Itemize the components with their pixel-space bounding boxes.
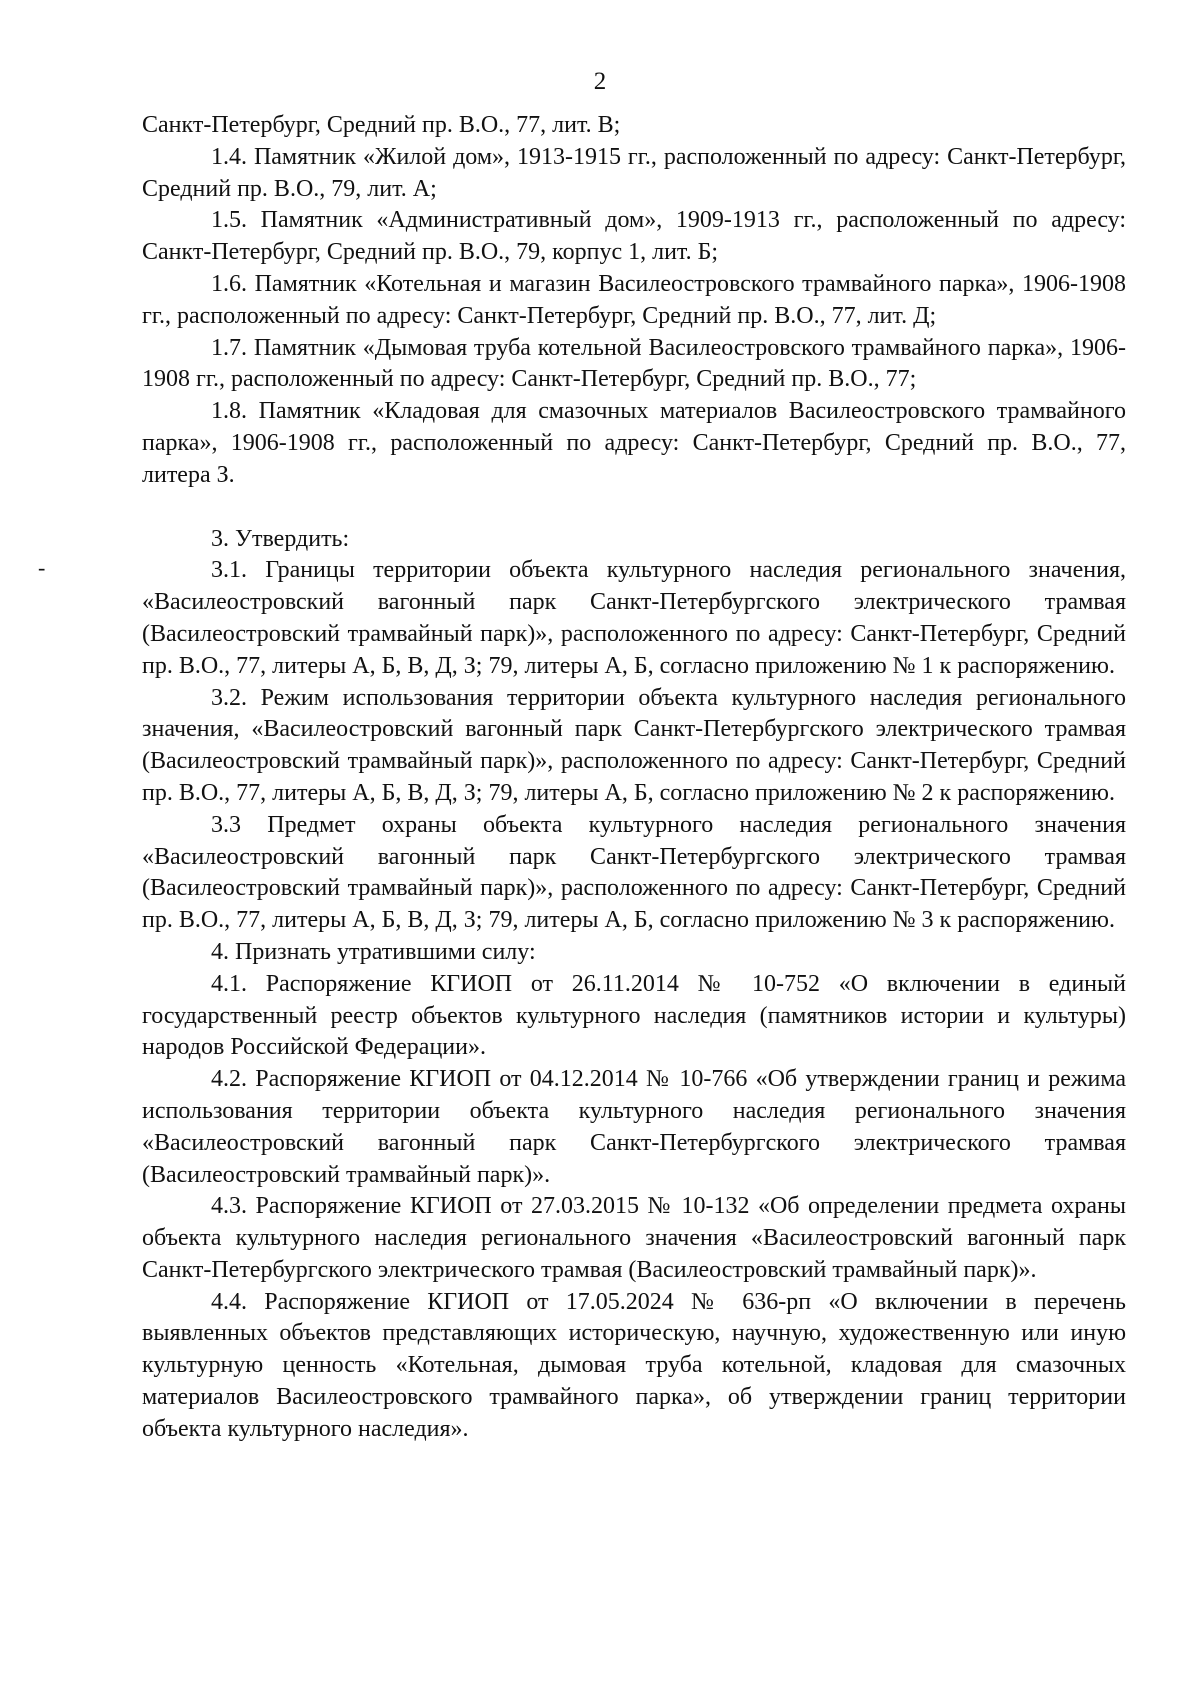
paragraph-item-3-heading: 3. Утвердить: [211,525,350,552]
paragraph-item-1-5: 1.5. Памятник «Административный дом», 1909-1913 гг., расположенный по адресу: Санкт-Петербург, Средний пр. В.О., 79, корпус 1, лит. Б; [142,207,1126,266]
page-number: 2 [593,68,607,95]
paragraph-item-4-2: 4.2. Распоряжение КГИОП от 04.12.2014 № 10-766 «Об утверждении границ и режима использования территории объекта культурного наследия регионального значения «Василеостровский вагонный парк Санкт-Петербургского электрического трамвая (Василеостровский трамвайный парк)». [142,1066,1126,1188]
paragraph-address-continuation: Санкт-Петербург, Средний пр. В.О., 77, лит. В; [142,112,621,138]
margin-mark: - [38,555,46,580]
paragraph-item-4-3: 4.3. Распоряжение КГИОП от 27.03.2015 № 10-132 «Об определении предмета охраны объекта культурного наследия регионального значения «Василеостровский вагонный парк Санкт-Петербургского электрического трамвая (Василеостровский трамвайный парк)». [142,1193,1126,1283]
paragraph-item-4-4: 4.4. Распоряжение КГИОП от 17.05.2024 № 636-рп «О включении в перечень выявленных объектов представляющих историческую, научную, художественную или иную культурную ценность «Котельная, дымовая труба котельной, кладовая для смазочных материалов Василеостровского трамвайного парка», об утверждении границ территории объекта культурного наследия». [142,1288,1126,1442]
paragraph-item-1-4: 1.4. Памятник «Жилой дом», 1913-1915 гг., расположенный по адресу: Санкт-Петербург, Средний пр. В.О., 79, лит. А; [142,143,1126,202]
paragraph-item-3-1: 3.1. Границы территории объекта культурного наследия регионального значения, «Василеостровский вагонный парк Санкт-Петербургского электрического трамвая (Василеостровский трамвайный парк)», расположенного по адресу: Санкт-Петербург, Средний пр. В.О., 77, литеры А, Б, В, Д, З; 79, литеры А, Б, согласно приложению № 1 к распоряжению. [142,557,1126,679]
paragraph-item-1-8: 1.8. Памятник «Кладовая для смазочных материалов Василеостровского трамвайного парка», 1906-1908 гг., расположенный по адресу: Санкт-Петербург, Средний пр. В.О., 77, литера З. [142,398,1126,488]
paragraph-item-3-2: 3.2. Режим использования территории объекта культурного наследия регионального значения, «Василеостровский вагонный парк Санкт-Петербургского электрического трамвая (Василеостровский трамвайный парк)», расположенного по адресу: Санкт-Петербург, Средний пр. В.О., 77, литеры А, Б, В, Д, З; 79, литеры А, Б, согласно приложению № 2 к распоряжению. [142,684,1126,806]
paragraph-item-4-heading: 4. Признать утратившими силу: [211,938,536,965]
paragraph-item-3-3: 3.3 Предмет охраны объекта культурного наследия регионального значения «Василеостровский вагонный парк Санкт-Петербургского электрического трамвая (Василеостровский трамвайный парк)», расположенного по адресу: Санкт-Петербург, Средний пр. В.О., 77, литеры А, Б, В, Д, З; 79, литеры А, Б, согласно приложению № 3 к распоряжению. [142,811,1126,934]
document-body [142,110,1126,1446]
paragraph-item-1-6: 1.6. Памятник «Котельная и магазин Василеостровского трамвайного парка», 1906-1908 гг., расположенный по адресу: Санкт-Петербург, Средний пр. В.О., 77, лит. Д; [142,270,1126,329]
paragraph-item-1-7: 1.7. Памятник «Дымовая труба котельной Василеостровского трамвайного парка», 1906-1908 гг., расположенный по адресу: Санкт-Петербург, Средний пр. В.О., 77; [142,334,1126,393]
paragraph-item-4-1: 4.1. Распоряжение КГИОП от 26.11.2014 № 10-752 «О включении в единый государственный реестр объектов культурного наследия (памятников истории и культуры) народов Российской Федерации». [142,970,1126,1061]
